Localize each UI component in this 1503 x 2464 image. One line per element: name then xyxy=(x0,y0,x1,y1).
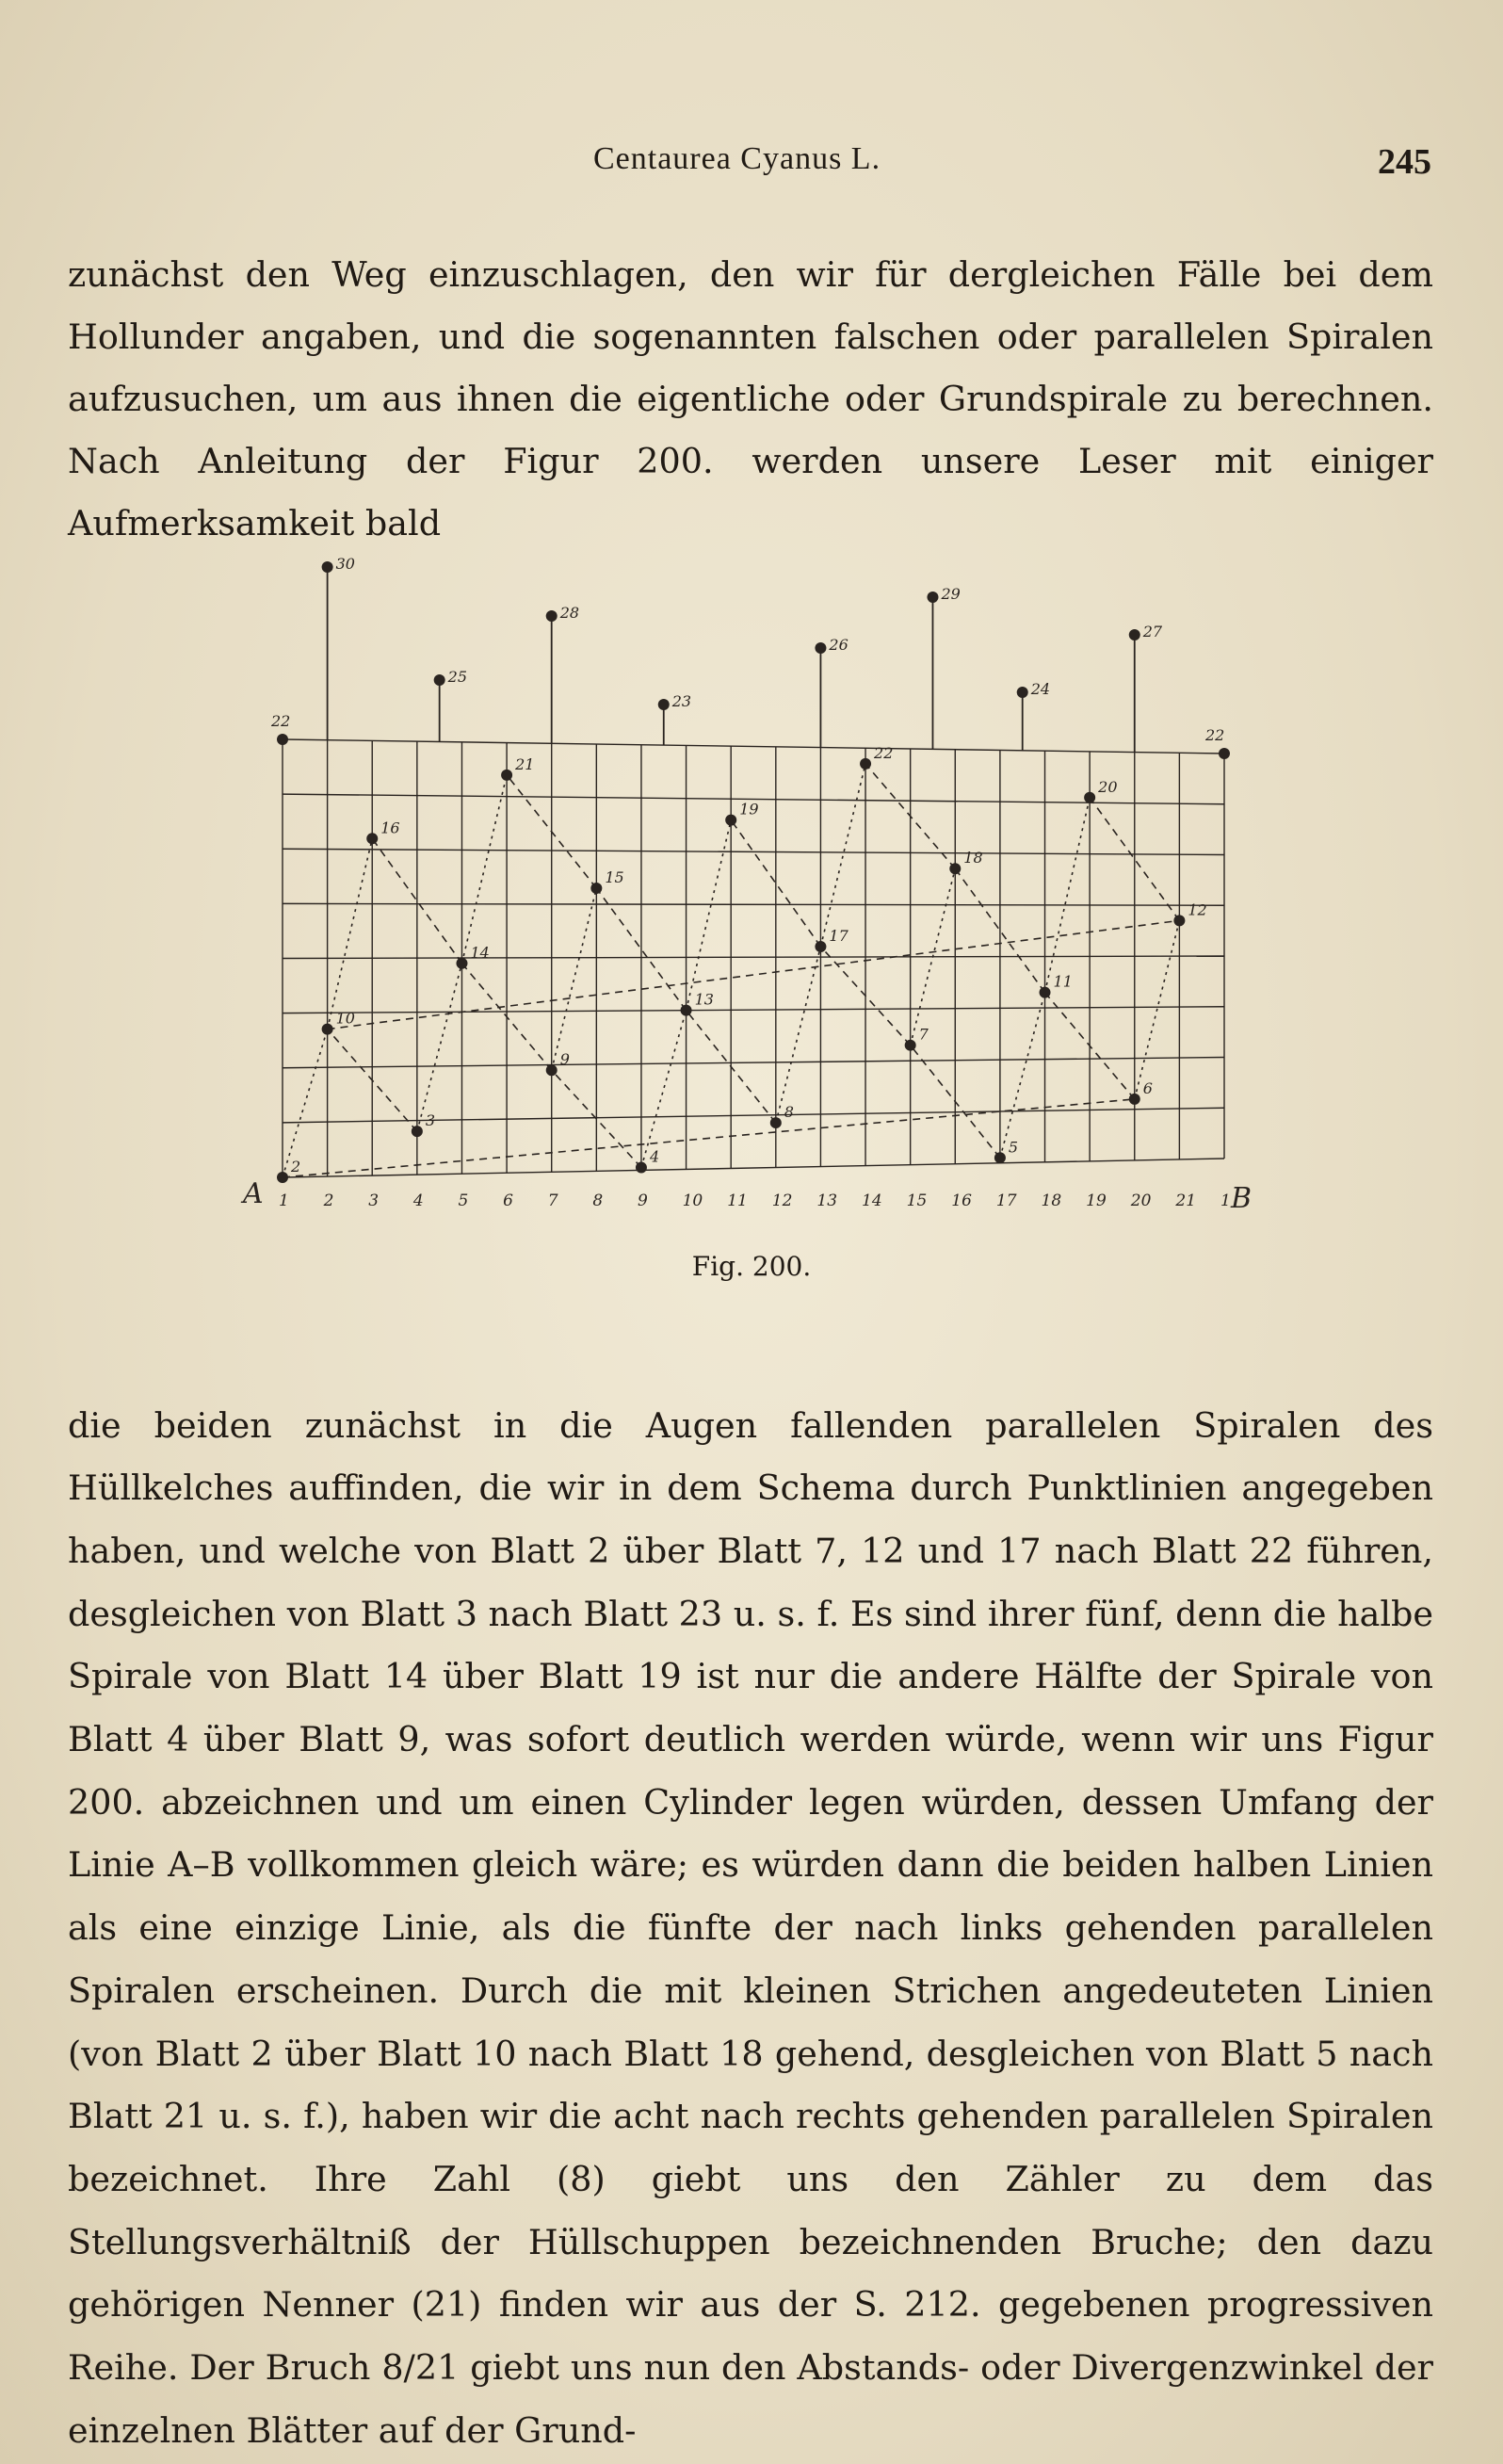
leaf-dot xyxy=(658,699,670,710)
axis-number: 19 xyxy=(1086,1191,1107,1210)
spiral-dotted-line xyxy=(820,764,865,947)
leaf-label: 8 xyxy=(784,1103,794,1122)
axis-number: 18 xyxy=(1041,1191,1062,1210)
leaf-dot xyxy=(322,561,333,573)
leaf-dot xyxy=(412,1126,423,1137)
leaf-label: 3 xyxy=(425,1111,436,1130)
leaf-dot xyxy=(501,770,512,781)
grid-horizontal-line xyxy=(283,1108,1224,1123)
leaf-dot xyxy=(1219,748,1230,759)
leaf-dot xyxy=(277,734,288,745)
leaf-dots xyxy=(277,561,1230,1183)
leaf-label: 4 xyxy=(649,1147,660,1166)
grid-horizontal-line xyxy=(283,956,1224,959)
spiral-dashed-line xyxy=(328,920,1180,1029)
leaf-label: 17 xyxy=(829,926,848,945)
spiral-diagram xyxy=(240,546,1267,1224)
grid-horizontal-line xyxy=(283,1058,1224,1068)
leaf-dot xyxy=(1129,1094,1140,1105)
leaf-label: 22 xyxy=(1205,726,1225,744)
axis-number: 9 xyxy=(637,1191,648,1210)
spiral-dotted-line xyxy=(552,888,597,1070)
grid-horizontal-line xyxy=(283,739,1224,754)
spiral-dotted-line xyxy=(461,775,507,964)
leaf-dot xyxy=(905,1040,916,1051)
leaf-label: 18 xyxy=(963,849,983,867)
leaf-label: 24 xyxy=(1030,680,1051,698)
axis-number: 5 xyxy=(458,1191,469,1210)
leaf-dot xyxy=(1084,792,1095,803)
spiral-dotted-line xyxy=(687,820,732,1011)
figure-200 xyxy=(240,546,1267,1224)
spiral-dotted-line xyxy=(328,838,373,1029)
leaf-label: 7 xyxy=(918,1025,929,1044)
leaf-dot xyxy=(770,1117,782,1128)
spiral-dotted-line xyxy=(1135,920,1180,1099)
spiral-dotted-line xyxy=(1000,993,1045,1159)
leaf-label: 30 xyxy=(335,555,355,573)
page-header xyxy=(66,141,1431,198)
leaf-dot xyxy=(815,642,826,654)
axis-number: 13 xyxy=(816,1191,838,1210)
leaf-dot xyxy=(1129,629,1140,640)
leaf-dot xyxy=(434,674,445,686)
leaf-label: 29 xyxy=(941,585,961,603)
leaf-label: 12 xyxy=(1188,900,1207,919)
leaf-label: 20 xyxy=(1098,777,1118,796)
leaf-dot xyxy=(456,958,467,969)
axis-number: 21 xyxy=(1175,1191,1197,1210)
leaf-label: 2 xyxy=(291,1158,301,1175)
axis-number: 1 xyxy=(279,1191,289,1210)
grid-horizontal-line xyxy=(283,903,1224,905)
axis-number: 10 xyxy=(682,1191,703,1210)
leaf-dot xyxy=(322,1024,333,1035)
axis-number: 4 xyxy=(412,1191,424,1210)
leaf-label: 22 xyxy=(874,743,894,762)
figure-caption: Fig. 200. xyxy=(691,1251,812,1282)
paragraph-top: zunächst den Weg einzuschlagen, den wir für dergleichen Fälle bei dem Hollunder angaben, und die sogenannten falschen oder parallelen Spiralen aufzusuchen, um aus ihnen die eigentliche oder Grundspirale zu berechnen. Nach Anleitung der Figur 200. werden unsere Leser mit einiger Aufmerksamkeit bald xyxy=(68,253,1433,543)
spiral-dotted-line xyxy=(641,1011,687,1168)
leaf-dot xyxy=(949,863,961,874)
leaf-dot xyxy=(1017,687,1028,698)
axis-numbers xyxy=(279,1191,1231,1210)
axis-number: 8 xyxy=(592,1191,604,1210)
spiral-dashed-line xyxy=(283,1099,1135,1177)
leaf-label: 25 xyxy=(447,668,468,686)
leaf-dot xyxy=(994,1152,1006,1163)
leaf-label: 11 xyxy=(1053,972,1073,991)
spiral-dotted-line xyxy=(776,947,821,1123)
axis-number: 15 xyxy=(906,1191,928,1210)
leaf-label: 28 xyxy=(559,604,580,622)
leaf-dot xyxy=(546,610,558,622)
grid-horizontal-line xyxy=(283,1007,1224,1013)
leaf-dot xyxy=(725,815,736,826)
axis-number: 16 xyxy=(951,1191,972,1210)
label-b: B xyxy=(1231,1182,1252,1215)
axis-number: 2 xyxy=(323,1191,334,1210)
leaf-dot xyxy=(590,883,602,894)
running-title: Centaurea Cyanus L. xyxy=(593,141,881,176)
axis-number: 6 xyxy=(503,1191,513,1210)
leaf-label: 10 xyxy=(335,1009,355,1028)
grid-horizontal-line xyxy=(283,1159,1224,1177)
leaf-dot xyxy=(815,941,826,952)
page-number: 245 xyxy=(1378,142,1431,182)
leaf-label: 27 xyxy=(1142,623,1163,640)
leaf-label: 21 xyxy=(515,754,535,773)
axis-number: 20 xyxy=(1130,1191,1152,1210)
spiral-dotted-line xyxy=(283,1029,328,1177)
leaf-dot xyxy=(546,1064,558,1076)
leaf-label: 14 xyxy=(470,943,490,962)
leaf-dot xyxy=(1040,987,1051,998)
leaf-dot xyxy=(1173,915,1185,926)
axis-number: 14 xyxy=(862,1191,882,1210)
leaf-label: 13 xyxy=(694,990,714,1009)
axis-number: 3 xyxy=(368,1191,380,1210)
leaf-label: 5 xyxy=(1008,1138,1019,1157)
leaf-dot xyxy=(277,1172,288,1183)
paragraph-bottom: die beiden zunächst in die Augen fallenden parallelen Spiralen des Hüllkelches auffinden, die wir in dem Schema durch Punktlinien angegeben haben, und welche von Blatt 2 über Blatt 7, 12 und 17 nach Blatt 22 führen, desgleichen von Blatt 3 nach Blatt 23 u. s. f. Es sind ihrer fünf, denn die halbe Spirale von Blatt 14 über Blatt 19 ist nur die andere Hälfte der Spirale von Blatt 4 über Blatt 9, was sofort deutlich werden würde, wenn wir uns Figur 200. abzeichnen und um einen Cylinder legen würden, dessen Umfang der Linie A–B vollkommen gleich wäre; es würden dann die beiden halben Linien als eine einzige Linie, als die fünfte der nach links gehenden parallelen Spiralen erscheinen. Durch die mit kleinen Strichen angedeuteten Linien (von Blatt 2 über Blatt 10 nach Blatt 18 gehend, desgleichen von Blatt 5 nach Blatt 21 u. s. f.), haben wir die acht nach rechts gehenden parallelen Spiralen bezeichnet. Ihre Zahl (8) giebt uns den Zähler zu dem das Stellungsverhältniß der Hüllschuppen bezeichnenden Bruche; den dazu gehörigen Nenner (21) finden wir aus der S. 212. gegebenen progressiven Reihe. Der Bruch 8/21 giebt uns nun den Abstands- oder Divergenzwinkel der einzelnen Blätter auf der Grund- xyxy=(68,1404,1433,2451)
leaf-dot xyxy=(366,833,378,844)
leaf-label: 22 xyxy=(271,712,291,730)
spiral-dotted-line xyxy=(417,964,462,1131)
leaf-stems xyxy=(328,567,1135,753)
leaf-dot xyxy=(860,758,871,770)
axis-number: 7 xyxy=(547,1191,558,1210)
spiral-dotted-line xyxy=(1045,798,1091,993)
leaf-label: 9 xyxy=(559,1050,570,1069)
leaf-label: 23 xyxy=(671,692,692,710)
leaf-dot xyxy=(927,592,938,603)
axis-number: 1 xyxy=(1220,1191,1231,1210)
axis-number: 17 xyxy=(995,1191,1017,1210)
leaf-label: 19 xyxy=(739,800,759,819)
leaf-dot xyxy=(636,1162,647,1174)
leaf-dot xyxy=(681,1005,692,1016)
leaf-label: 15 xyxy=(605,868,624,886)
leaf-labels xyxy=(270,555,1224,1175)
label-a: A xyxy=(243,1177,264,1210)
axis-number: 12 xyxy=(771,1191,793,1210)
leaf-label: 16 xyxy=(380,819,400,837)
leaf-label: 6 xyxy=(1142,1078,1153,1097)
axis-number: 11 xyxy=(727,1191,748,1210)
leaf-label: 26 xyxy=(829,636,848,654)
grid-horizontal-line xyxy=(283,849,1224,854)
